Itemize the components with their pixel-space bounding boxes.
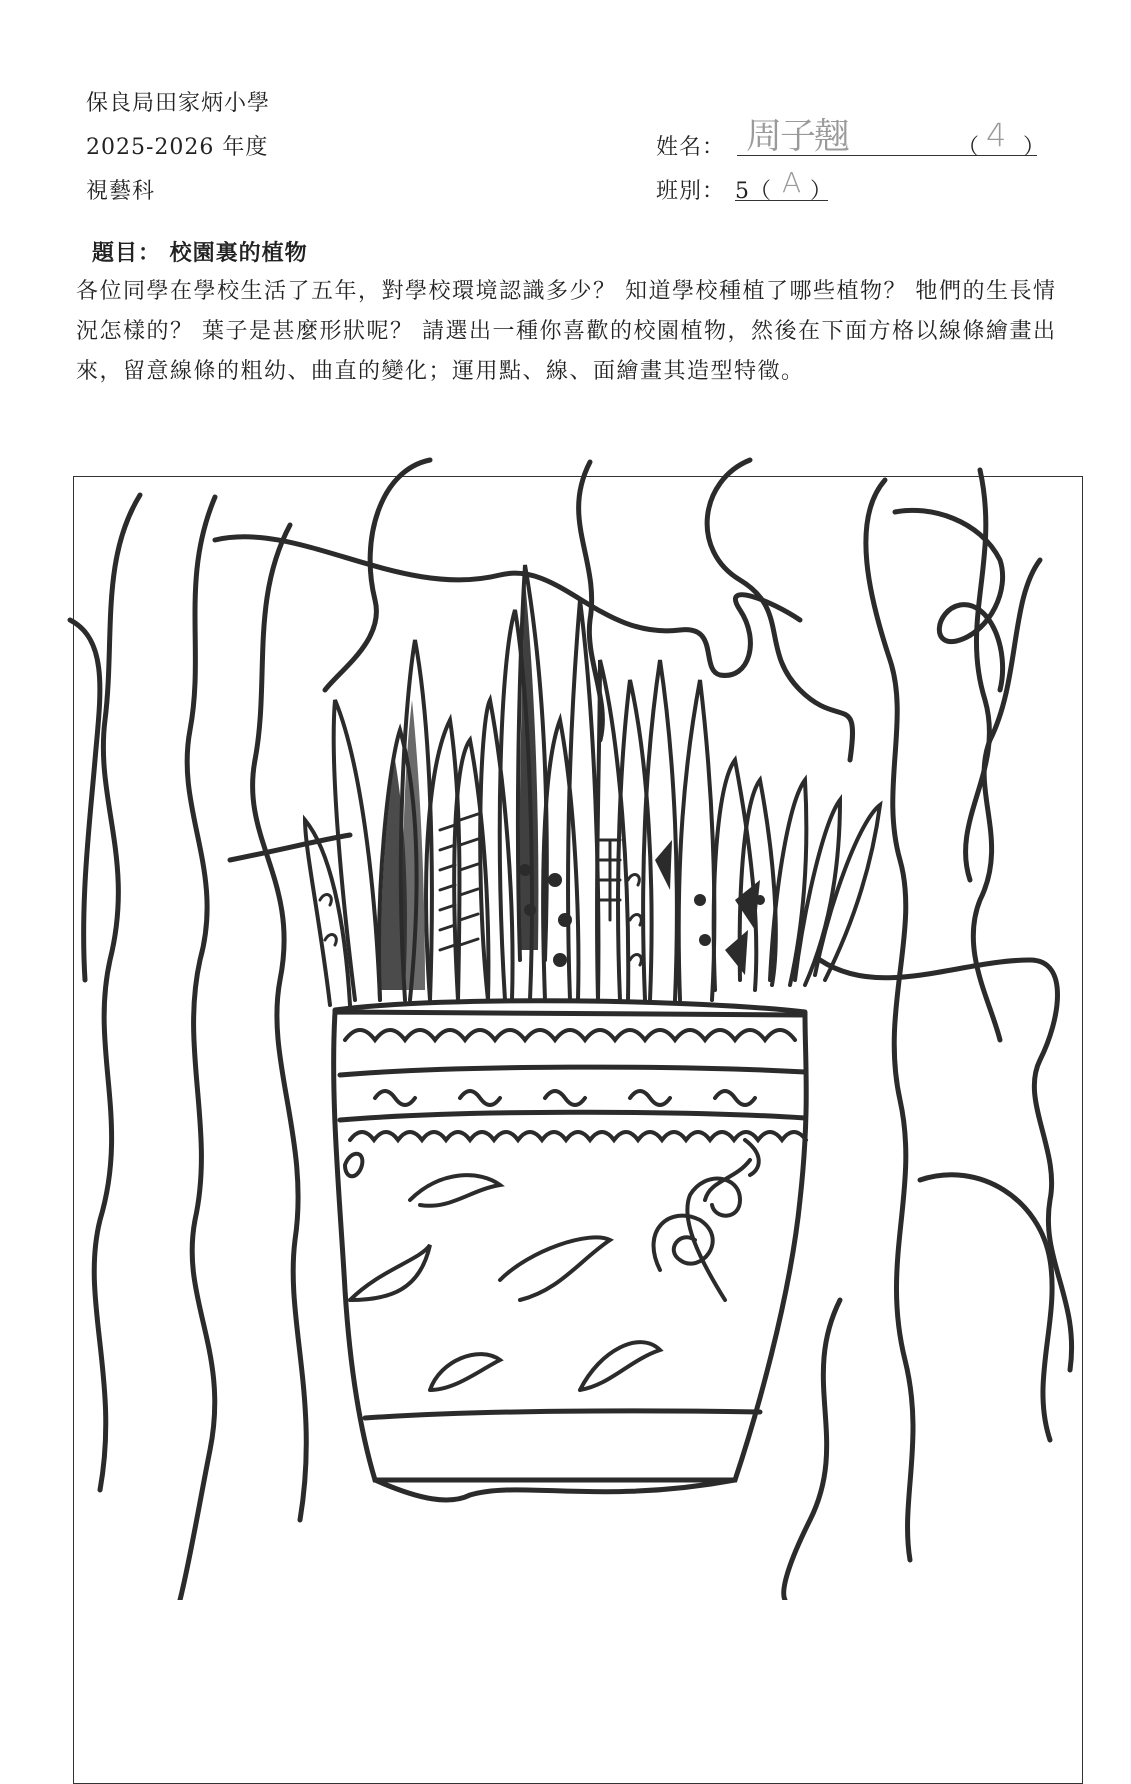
pot-band: [340, 1067, 805, 1075]
school-name: 保良局田家炳小學: [86, 91, 271, 116]
pot-base: [365, 1411, 760, 1418]
leaf: [679, 680, 715, 1000]
leaf-triangle: [655, 840, 672, 890]
name-label: 姓名：: [656, 135, 726, 160]
leaf-dot: [548, 873, 562, 887]
leaf-dot: [519, 864, 531, 876]
leaf: [334, 700, 380, 1000]
band-pattern: [350, 1132, 806, 1140]
school-year: 2025-2026 年度: [86, 135, 269, 160]
pot-band: [340, 1112, 805, 1120]
wavy-line: [920, 1175, 1052, 1440]
pot-swirl: [430, 1354, 500, 1390]
pot-foot: [375, 1480, 735, 1500]
wavy-line: [253, 525, 307, 1520]
wavy-line: [70, 620, 100, 980]
student-name-handwritten: 周子翹: [746, 116, 849, 157]
class-number-handwritten: 4: [986, 116, 1007, 154]
class-label: 班別：: [656, 179, 726, 204]
leaf-dot: [699, 934, 711, 946]
wavy-line: [820, 960, 1072, 1370]
number-paren-close: ）: [1023, 135, 1046, 160]
squiggle-pattern: [375, 1091, 755, 1105]
leaf-stripes: [460, 814, 478, 945]
pot-swirl: [500, 1237, 610, 1300]
rim-pattern: [345, 1030, 795, 1040]
wavy-line: [180, 497, 215, 1600]
wavy-line: [230, 835, 350, 860]
pot-swirl: [350, 1245, 430, 1300]
leaf-dot: [558, 913, 572, 927]
wavy-line: [973, 560, 1040, 1040]
subject-name: 視藝科: [86, 179, 156, 204]
number-paren-open: （: [957, 135, 980, 160]
class-paren-close: ）: [810, 179, 833, 204]
pot-swirl: [410, 1175, 500, 1206]
leaf-dot: [553, 953, 567, 967]
pot-swirl: [345, 1154, 362, 1177]
wavy-line: [94, 495, 140, 1490]
wavy-line: [784, 1300, 840, 1600]
pot-swirl: [580, 1342, 660, 1390]
class-grade: 5（: [735, 179, 771, 204]
pot-swirl: [705, 1140, 759, 1200]
class-letter-handwritten: A: [782, 166, 802, 199]
leaf-dot: [524, 904, 536, 916]
assignment-instructions: 各位同學在學校生活了五年，對學校環境認識多少？ 知道學校種植了哪些植物？ 牠們的生長情況怎樣的？ 葉子是甚麼形狀呢？ 請選出一種你喜歡的校園植物，然後在下面方格以線條繪畫出來，留意線條的粗幼、曲直的變化；運用點、線、面繪畫其造型特徵。: [76, 279, 1057, 384]
leaf-dot: [694, 894, 706, 906]
assignment-topic: 題目： 校園裏的植物: [92, 240, 308, 266]
leaf-triangle: [725, 930, 748, 975]
wavy-line: [866, 480, 913, 1560]
